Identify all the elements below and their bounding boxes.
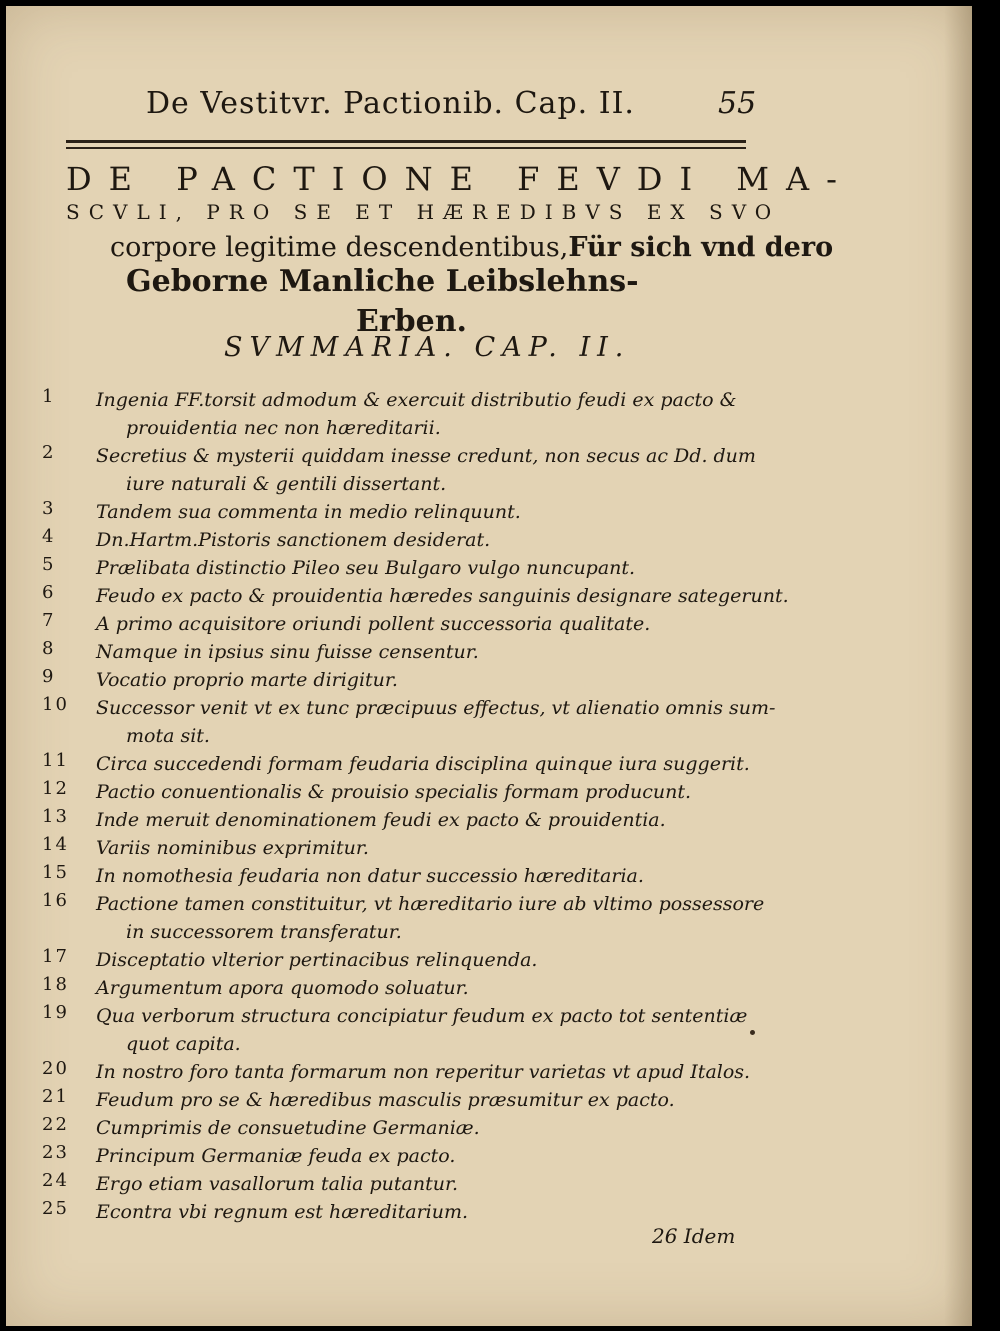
summary-item-number: 8 — [42, 638, 56, 659]
chapter-heading-german: Für sich vnd dero — [568, 232, 834, 263]
summary-item-text: A primo acquisitore oriundi pollent successoria qualitate. — [96, 613, 651, 635]
summary-item — [42, 526, 762, 554]
summary-item-number: 7 — [42, 610, 56, 631]
summary-item — [42, 750, 762, 778]
summary-item-text: Prælibata distinctio Pileo seu Bulgaro vulgo nuncupant. — [96, 557, 636, 579]
summary-item — [42, 834, 762, 862]
summaria-title: SVMMARIA. CAP. II. — [224, 332, 631, 363]
summary-item-number: 21 — [42, 1086, 69, 1107]
summary-item-text: Dn.Hartm.Pistoris sanctionem desiderat. — [96, 529, 491, 551]
summary-item-number: 20 — [42, 1058, 69, 1079]
summary-item — [42, 1198, 762, 1226]
summary-item-text: Econtra vbi regnum est hæreditarium. — [96, 1201, 469, 1223]
summary-item-number: 16 — [42, 890, 69, 911]
header-rule-thin — [66, 147, 746, 149]
summary-item — [42, 1170, 762, 1198]
summary-item-number: 24 — [42, 1170, 69, 1191]
summary-item — [42, 1086, 762, 1114]
summary-item-number: 12 — [42, 778, 69, 799]
summary-item-text: In nomothesia feudaria non datur successio hæreditaria. — [96, 865, 644, 887]
summary-item — [42, 582, 789, 610]
summary-item-number: 6 — [42, 582, 56, 603]
summary-item-text: Argumentum apora quomodo soluatur. — [96, 977, 469, 999]
summary-item — [42, 778, 762, 806]
summary-item-number: 10 — [42, 694, 69, 715]
summary-item — [42, 610, 762, 638]
summary-item — [42, 386, 762, 442]
summary-item-text: Vocatio proprio marte dirigitur. — [96, 669, 398, 691]
summary-item — [42, 862, 762, 890]
chapter-heading-line-1: DE PACTIONE FEVDI MA- — [66, 160, 854, 198]
summary-item-text: Feudo ex pacto & prouidentia hæredes sanguinis designare sategerunt. — [96, 585, 789, 607]
summary-item — [42, 638, 762, 666]
summary-item — [42, 554, 762, 582]
summary-item — [42, 974, 762, 1002]
catchword: 26 Idem — [652, 1224, 736, 1248]
summary-item-number: 1 — [42, 386, 56, 407]
summary-item-text: Pactione tamen constituitur, vt hæreditario iure ab vltimo possessore — [96, 893, 765, 915]
summary-item — [42, 442, 762, 498]
summary-item-text: Circa succedendi formam feudaria disciplina quinque iura suggerit. — [96, 753, 750, 775]
summary-item-text: Secretius & mysterii quiddam inesse credunt, non secus ac Dd. dum — [96, 445, 756, 467]
summary-item-text: Successor venit vt ex tunc præcipuus effectus, vt alienatio omnis sum- — [96, 697, 776, 719]
summary-item-number: 22 — [42, 1114, 69, 1135]
summary-item-text: Ingenia FF.torsit admodum & exercuit distributio feudi ex pacto & — [96, 389, 737, 411]
summary-item-continuation: in successorem transferatur. — [126, 921, 402, 943]
summary-item-number: 2 — [42, 442, 56, 463]
summary-item-continuation: prouidentia nec non hæreditarii. — [126, 417, 441, 439]
summary-item — [42, 806, 762, 834]
summary-item — [42, 694, 776, 750]
summary-list — [42, 386, 789, 1226]
summary-item-number: 13 — [42, 806, 69, 827]
summary-item-text: Tandem sua commenta in medio relinquunt. — [96, 501, 521, 523]
summary-item-continuation: iure naturali & gentili dissertant. — [126, 473, 447, 495]
summary-item-text: Inde meruit denominationem feudi ex pacto & prouidentia. — [96, 809, 666, 831]
summary-item-text: Cumprimis de consuetudine Germaniæ. — [96, 1117, 480, 1139]
summary-item — [42, 1142, 762, 1170]
chapter-heading-line-3 — [110, 232, 834, 263]
summary-item-number: 14 — [42, 834, 69, 855]
summary-item — [42, 666, 762, 694]
chapter-heading-line-2: SCVLI, PRO SE ET HÆREDIBVS EX SVO — [66, 200, 781, 224]
summary-item — [42, 498, 762, 526]
summary-item — [42, 946, 762, 974]
summary-item — [42, 890, 765, 946]
ink-speck — [750, 1030, 755, 1035]
chapter-heading-line-4: Geborne Manliche Leibslehns- — [126, 264, 639, 299]
summary-item-continuation: quot capita. — [126, 1033, 241, 1055]
summary-item-text: Feudum pro se & hæredibus masculis præsumitur ex pacto. — [96, 1089, 675, 1111]
chapter-heading-latin: corpore legitime descendentibus, — [110, 232, 569, 263]
summary-item-number: 18 — [42, 974, 69, 995]
summary-item-text: Pactio conuentionalis & prouisio specialis formam producunt. — [96, 781, 692, 803]
summary-item — [42, 1114, 762, 1142]
summary-item-number: 5 — [42, 554, 56, 575]
header-rule-thick — [66, 140, 746, 143]
summary-item-number: 23 — [42, 1142, 69, 1163]
summary-item-text: Disceptatio vlterior pertinacibus relinquenda. — [96, 949, 538, 971]
page-number: 55 — [718, 86, 757, 121]
summary-item-number: 3 — [42, 498, 56, 519]
summary-item-number: 4 — [42, 526, 56, 547]
summary-item-text: Ergo etiam vasallorum talia putantur. — [96, 1173, 459, 1195]
book-page — [6, 6, 972, 1326]
running-head: De Vestitvr. Pactionib. Cap. II. — [146, 86, 635, 121]
summary-item-text: Qua verborum structura concipiatur feudum ex pacto tot sententiæ — [96, 1005, 748, 1027]
summary-item-number: 17 — [42, 946, 69, 967]
summary-item — [42, 1002, 762, 1058]
summary-item-continuation: mota sit. — [126, 725, 210, 747]
summary-item-number: 25 — [42, 1198, 69, 1219]
summary-item-text: In nostro foro tanta formarum non reperitur varietas vt apud Italos. — [96, 1061, 751, 1083]
summary-item-number: 11 — [42, 750, 69, 771]
summary-item-text: Variis nominibus exprimitur. — [96, 837, 369, 859]
summary-item-number: 19 — [42, 1002, 69, 1023]
summary-item-text: Principum Germaniæ feuda ex pacto. — [96, 1145, 456, 1167]
chapter-heading-line-5: Erben. — [356, 304, 467, 339]
summary-item — [42, 1058, 762, 1086]
summary-item-number: 9 — [42, 666, 56, 687]
summary-item-text: Namque in ipsius sinu fuisse censentur. — [96, 641, 479, 663]
summary-item-number: 15 — [42, 862, 69, 883]
page-gutter-shadow — [944, 6, 972, 1326]
